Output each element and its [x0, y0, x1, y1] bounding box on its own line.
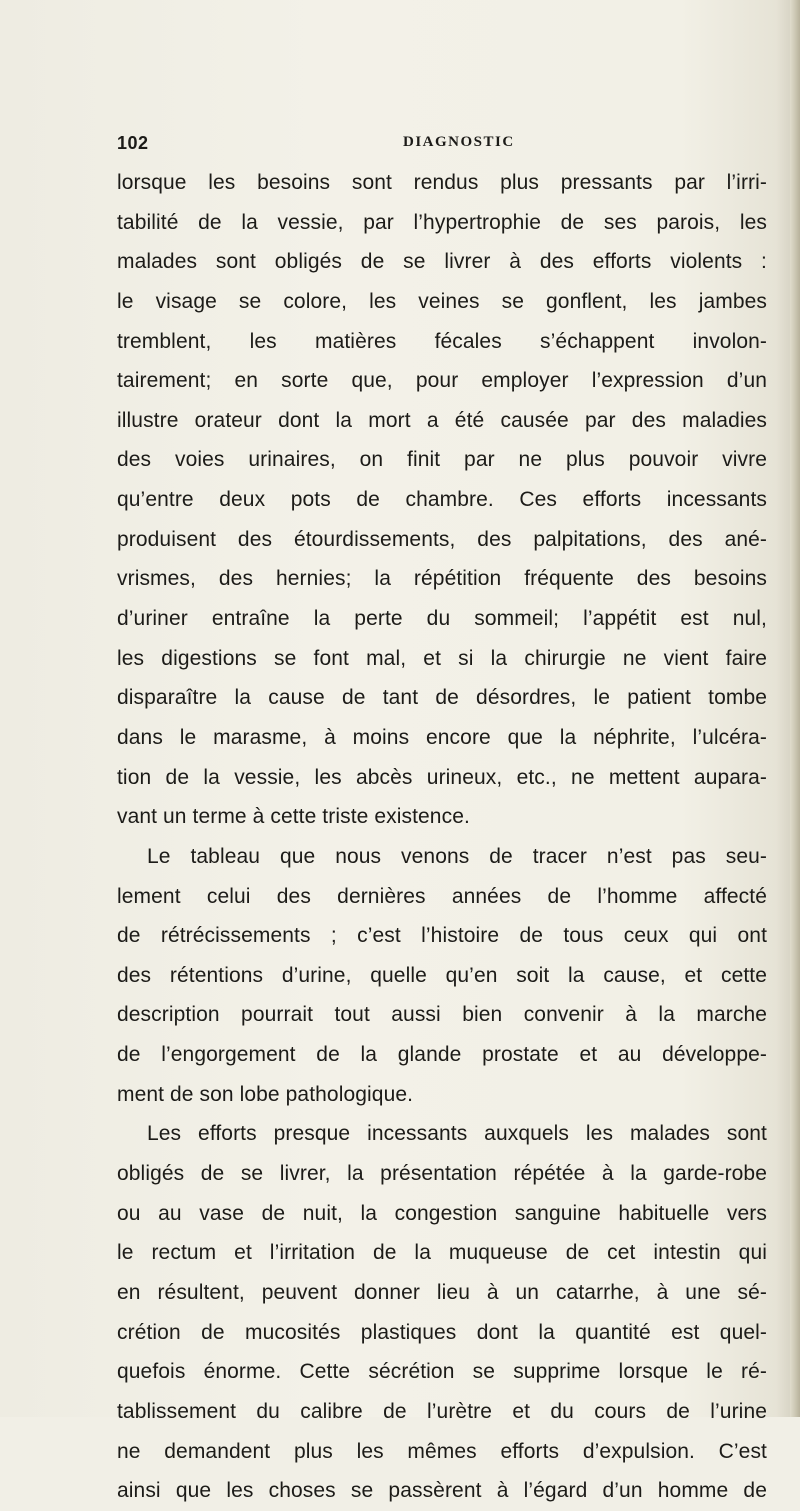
text-line: tion de la vessie, les abcès urineux, etc., ne mettent aupara- — [117, 765, 767, 789]
paragraph-end-line: ment de son lobe pathologique. — [117, 1082, 414, 1106]
text-line: tabilité de la vessie, par l’hypertrophie de ses parois, les — [117, 210, 767, 234]
text-line: les digestions se font mal, et si la chirurgie ne vient faire — [117, 646, 767, 670]
paragraph-start-line: Le tableau que nous venons de tracer n’est pas seu- — [147, 844, 767, 868]
text-line: des rétentions d’urine, quelle qu’en soit la cause, et cette — [117, 963, 767, 987]
text-line: crétion de mucosités plastiques dont la quantité est quel- — [117, 1320, 767, 1344]
page-number: 102 — [117, 133, 149, 153]
text-line: vrismes, des hernies; la répétition fréquente des besoins — [117, 567, 767, 591]
body-text — [117, 163, 767, 1511]
text-line: lorsque les besoins sont rendus plus pressants par l’irri- — [117, 171, 767, 194]
text-line: obligés de se livrer, la présentation répétée à la garde-robe — [117, 1162, 767, 1186]
text-line: ou au vase de nuit, la congestion sanguine habituelle vers — [117, 1201, 767, 1225]
text-line: ainsi que les choses se passèrent à l’égard d’un homme de — [117, 1479, 767, 1503]
text-line: produisent des étourdissements, des palpitations, des ané- — [117, 527, 767, 551]
text-line: de l’engorgement de la glande prostate et au développe- — [117, 1043, 767, 1067]
text-line: disparaître la cause de tant de désordres, le patient tombe — [117, 686, 767, 710]
paragraph-start-line: Les efforts presque incessants auxquels les malades sont — [147, 1122, 767, 1146]
text-line: des voies urinaires, on finit par ne plus pouvoir vivre — [117, 448, 767, 472]
text-line: tablissement du calibre de l’urètre et du cours de l’urine — [117, 1399, 767, 1423]
text-line: qu’entre deux pots de chambre. Ces efforts incessants — [117, 488, 767, 512]
text-line: tremblent, les matières fécales s’échappent involon- — [117, 329, 767, 353]
text-line: de rétrécissements ; c’est l’histoire de tous ceux qui ont — [117, 924, 767, 948]
text-line: malades sont obligés de se livrer à des efforts violents : — [117, 250, 767, 274]
text-line: d’uriner entraîne la perte du sommeil; l’appétit est nul, — [117, 607, 767, 631]
text-line: illustre orateur dont la mort a été causée par des maladies — [117, 408, 767, 432]
text-line: le rectum et l’irritation de la muqueuse de cet intestin qui — [117, 1241, 767, 1265]
page-header-title: DIAGNOSTIC — [403, 134, 515, 150]
text-line: en résultent, peuvent donner lieu à un catarrhe, à une sé- — [117, 1280, 767, 1304]
paragraph-end-line: vant un terme à cette triste existence. — [117, 805, 470, 829]
text-line: le visage se colore, les veines se gonflent, les jambes — [117, 289, 767, 313]
text-line: ne demandent plus les mêmes efforts d’expulsion. C’est — [117, 1439, 767, 1463]
text-line: tairement; en sorte que, pour employer l’expression d’un — [117, 369, 767, 393]
text-line: lement celui des dernières années de l’homme affecté — [117, 884, 767, 908]
text-line: quefois énorme. Cette sécrétion se supprime lorsque le ré- — [117, 1360, 767, 1384]
text-line: dans le marasme, à moins encore que la néphrite, l’ulcéra- — [117, 725, 767, 749]
text-line: description pourrait tout aussi bien convenir à la marche — [117, 1003, 767, 1027]
page-edge — [790, 0, 800, 1417]
running-head — [117, 133, 757, 155]
